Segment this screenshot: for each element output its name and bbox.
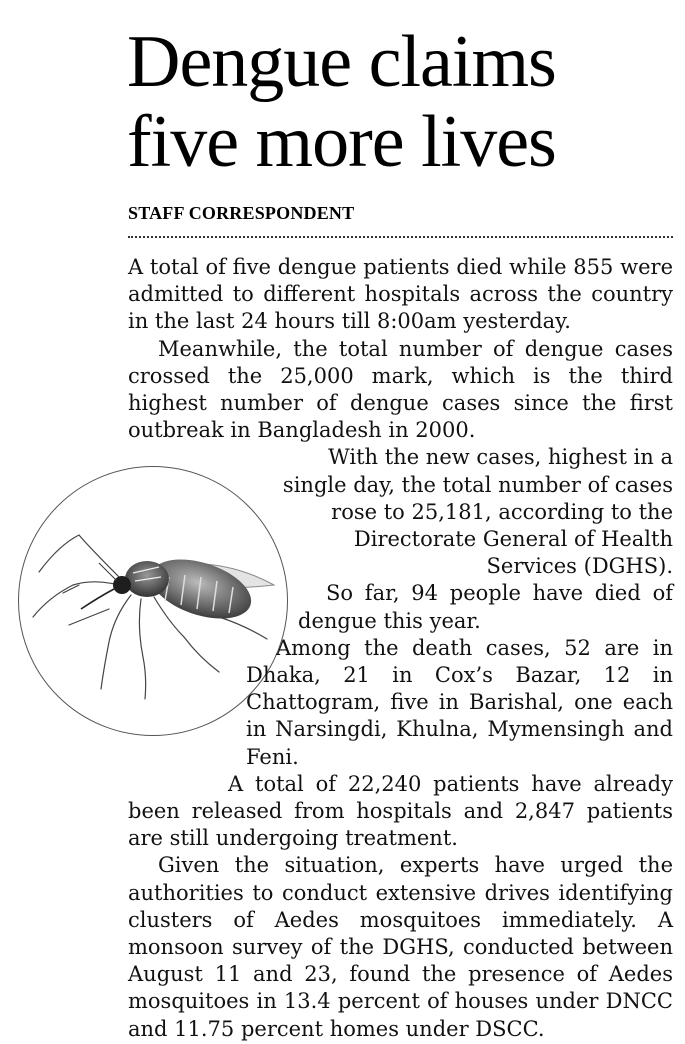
paragraph-1: A total of five dengue patients died while 855 were admitted to different hospitals across the country in the last 24 hours till 8:00am yesterday. (128, 255, 673, 334)
paragraph-7: Given the situation, experts have urged the authorities to conduct extensive drives identifying clusters of Aedes mosquitoes immediately. A monsoon survey of the DGHS, conducted between August 11 and 23, found the presence of Aedes mosquitoes in 13.4 percent of houses under DNCC and 11.75 percent homes under DSCC. (128, 853, 673, 1041)
byline: STAFF CORRESPONDENT (128, 203, 355, 223)
paragraph-4: So far, 94 people have died of dengue this year. (298, 581, 673, 633)
headline (127, 22, 677, 182)
paragraph-2: Meanwhile, the total number of dengue cases crossed the 25,000 mark, which is the third highest number of dengue cases since the first outbreak in Bangladesh in 2000. (128, 336, 673, 443)
article-body (128, 254, 673, 1043)
paragraph-3: With the new cases, highest in a single day, the total number of cases rose to 25,181, according to the Directorate General of Health Services (DGHS). (282, 445, 673, 579)
dotted-divider (128, 236, 673, 238)
headline-line-2: five more lives (127, 101, 556, 183)
paragraph-6: A total of 22,240 patients have already been released from hospitals and 2,847 patients are still undergoing treatment. (128, 771, 673, 851)
headline-line-1: Dengue claims (127, 21, 556, 103)
paragraph-5: Among the death cases, 52 are in Dhaka, 21 in Cox’s Bazar, 12 in Chattogram, five in Barishal, one each in Narsingdi, Khulna, Mymensingh and Feni. (246, 635, 673, 769)
